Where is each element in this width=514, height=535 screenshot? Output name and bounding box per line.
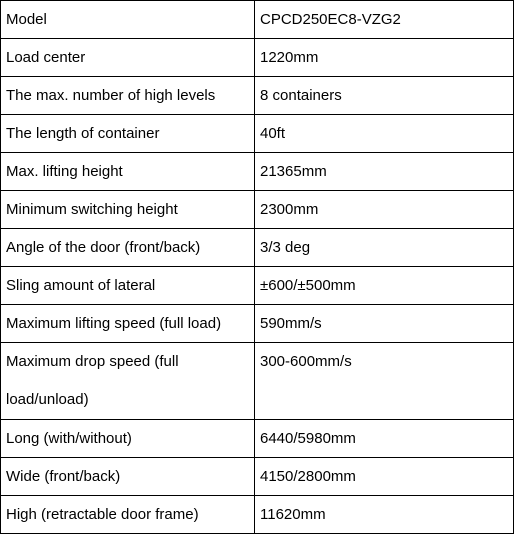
- row-label: Sling amount of lateral: [1, 267, 255, 305]
- row-label: The max. number of high levels: [1, 77, 255, 115]
- row-label: The length of container: [1, 115, 255, 153]
- table-row: [1, 39, 514, 77]
- row-value: 8 containers: [255, 77, 514, 115]
- row-label: Minimum switching height: [1, 191, 255, 229]
- row-value: 11620mm: [255, 496, 514, 534]
- row-label: Max. lifting height: [1, 153, 255, 191]
- row-value: 6440/5980mm: [255, 420, 514, 458]
- row-label: Maximum lifting speed (full load): [1, 305, 255, 343]
- row-value: ±600/±500mm: [255, 267, 514, 305]
- table-row: [1, 153, 514, 191]
- table-row: [1, 229, 514, 267]
- table-row: [1, 1, 514, 39]
- row-value: 3/3 deg: [255, 229, 514, 267]
- table-row: [1, 77, 514, 115]
- table-row: [1, 496, 514, 534]
- row-label: Angle of the door (front/back): [1, 229, 255, 267]
- row-value: 300-600mm/s: [255, 343, 514, 420]
- row-label: Load center: [1, 39, 255, 77]
- table-row: [1, 343, 514, 420]
- row-value: 21365mm: [255, 153, 514, 191]
- row-value: 40ft: [255, 115, 514, 153]
- row-value: 1220mm: [255, 39, 514, 77]
- table-row: [1, 267, 514, 305]
- row-label: Wide (front/back): [1, 458, 255, 496]
- table-row: [1, 191, 514, 229]
- row-value: 590mm/s: [255, 305, 514, 343]
- row-label: Model: [1, 1, 255, 39]
- row-label: Long (with/without): [1, 420, 255, 458]
- table-row: [1, 420, 514, 458]
- table-row: [1, 458, 514, 496]
- row-label: Maximum drop speed (full load/unload): [1, 343, 255, 420]
- table-row: [1, 305, 514, 343]
- row-value: 2300mm: [255, 191, 514, 229]
- row-value: CPCD250EC8-VZG2: [255, 1, 514, 39]
- row-label: High (retractable door frame): [1, 496, 255, 534]
- row-value: 4150/2800mm: [255, 458, 514, 496]
- table-row: [1, 115, 514, 153]
